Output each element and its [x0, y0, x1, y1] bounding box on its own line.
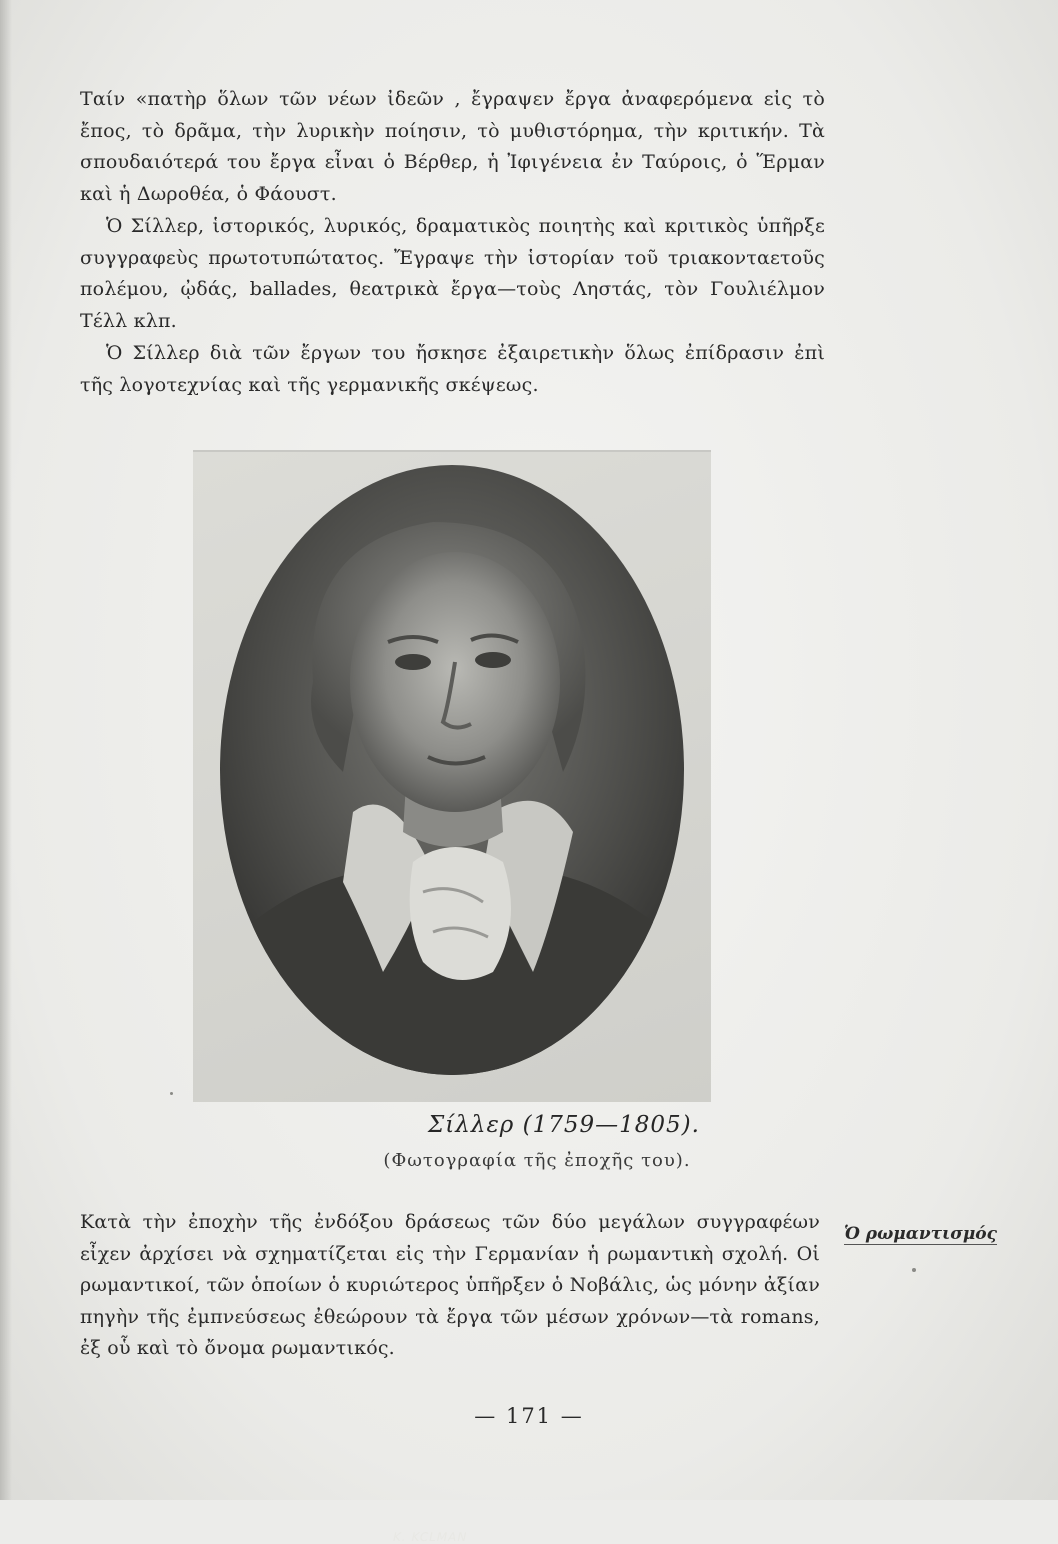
caption-name: Σίλλερ	[428, 1112, 515, 1138]
portrait-signature: K. KCLMAN	[391, 1530, 469, 1544]
page-number: — 171 —	[474, 1404, 584, 1428]
portrait-image	[193, 452, 711, 1102]
paragraph-romanticism: Κατὰ τὴν ἐποχὴν τῆς ἐνδόξου δράσεως τῶν δύο μεγάλων συγγραφέων εἶχεν ἀρχίσει νὰ σχηματίζεται εἰς τὴν Γερμανίαν ἡ ρωμαντικὴ σχολή. Οἱ ρωμαντικοί, τῶν ὁποίων ὁ κυριώτερος ὑπῆρξεν ὁ Νοβάλις, ὡς μόνην ἀξίαν πηγὴν τῆς ἐμπνεύσεως ἐθεώρουν τὰ ἔργα τῶν μέσων χρόνων—τὰ romans, ἐξ οὗ καὶ τὸ ὄνομα ρωμαντικός.	[80, 1211, 820, 1359]
portrait-caption	[0, 1112, 1058, 1138]
paragraph-schiller-influence: Ὁ Σίλλερ διὰ τῶν ἔργων του ἤσκησε ἐξαιρετικὴν ὅλως ἐπίδρασιν ἐπὶ τῆς λογοτεχνίας καὶ τῆς γερμανικῆς σκέψεως.	[80, 342, 825, 396]
margin-note-romanticism: Ὁ ρωμαντισμός	[844, 1224, 997, 1244]
caption-dates: (1759—1805).	[522, 1112, 700, 1138]
ink-speck	[912, 1268, 916, 1272]
portrait-subcaption: (Φωτογραφία τῆς ἐποχῆς του).	[383, 1150, 691, 1171]
ink-speck	[170, 1092, 173, 1095]
paragraph-goethe-works: Ταίν «πατὴρ ὅλων τῶν νέων ἰδεῶν , ἔγραψεν ἔργα ἀναφερόμενα εἰς τὸ ἔπος, τὸ δρᾶμα, τὴν λυρικὴν ποίησιν, τὸ μυθιστόρημα, τὴν κριτικήν. Τὰ σπουδαιότερά του ἔργα εἶναι ὁ Βέρθερ, ἡ Ἰφιγένεια ἐν Ταύροις, ὁ Ἕρμαν καὶ ἡ Δωροθέα, ὁ Φάουστ.	[80, 88, 825, 205]
page-gutter-shadow	[0, 0, 12, 1500]
paragraph-schiller-intro: Ὁ Σίλλερ, ἱστορικός, λυρικός, δραματικὸς ποιητὴς καὶ κριτικὸς ὑπῆρξε συγγραφεὺς πρωτοτυπώτατος. Ἔγραψε τὴν ἱστορίαν τοῦ τριακονταετοῦς πολέμου, ᾠδάς, ballades, θεατρικὰ ἔργα—τοὺς Ληστάς, τὸν Γουλιέλμον Τέλλ κλπ.	[80, 215, 825, 332]
